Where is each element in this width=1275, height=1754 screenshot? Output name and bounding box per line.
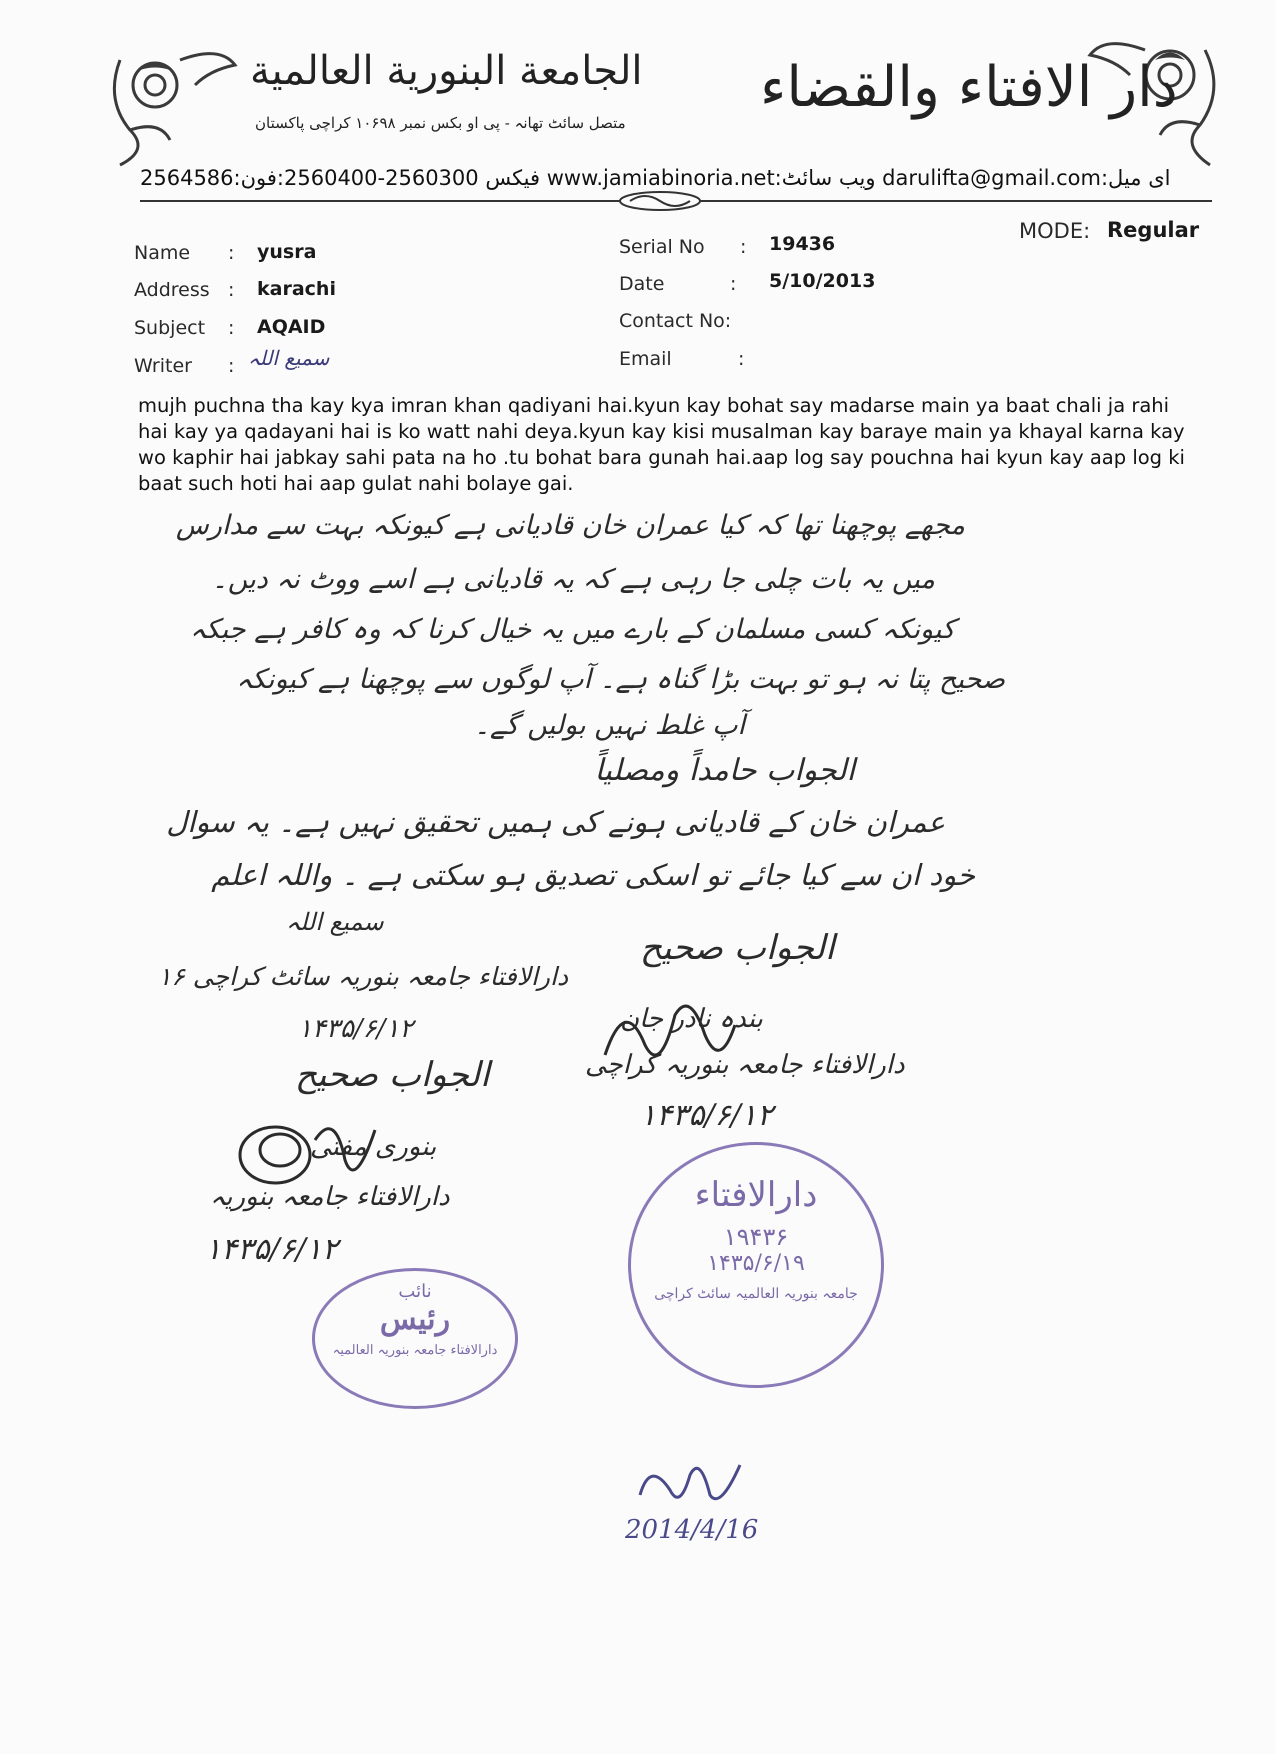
urdu-question-line-2: میں یہ بات چلی جا رہی ہے کہ یہ قادیانی ہے اسے ووٹ نہ دیں۔ (211, 564, 935, 595)
address-colon: : (228, 279, 235, 301)
left-approval-line-1: بنوری مفتی (310, 1132, 437, 1162)
email-colon: : (738, 348, 745, 370)
right-approval-date: ۱۴۳۵/۶/۱۲ (640, 1098, 774, 1133)
bottom-signature-icon (630, 1455, 750, 1515)
name-colon: : (228, 242, 235, 264)
contact-label: Contact No: (619, 310, 732, 332)
urdu-question-line-4: صحیح پتا نہ ہو تو بہت بڑا گناہ ہے۔ آپ لوگوں سے پوچھنا ہے کیونکہ (236, 664, 1005, 695)
left-ornament (100, 40, 240, 170)
date-label: Date (619, 273, 665, 295)
answer-signature: سمیع اللہ (286, 908, 384, 936)
writer-value: سمیع اللہ (248, 346, 330, 370)
left-signature-icon (225, 1100, 395, 1210)
department-name: دار الافتاء والقضاء (760, 55, 1178, 120)
mode-label: MODE: (1019, 219, 1091, 243)
serial-value: 19436 (769, 233, 836, 255)
answer-line-2: خود ان سے کیا جائے تو اسکی تصدیق ہو سکتی ہے ۔ واللہ اعلم (211, 858, 975, 892)
stamp-left (312, 1268, 518, 1409)
left-approval-heading: الجواب صحیح (295, 1055, 490, 1095)
address-label: Address (134, 279, 210, 301)
stamp-right-number: ۱۹۴۳۶ (723, 1223, 789, 1251)
address-value: karachi (257, 278, 336, 300)
contact-line: 2564586:فیکس 2560300-2560400:فون www.jamiabinoria.net:ویب سائٹ darulifta@gmail.com:ای میل (140, 166, 1171, 190)
left-approval-line-2: دارالافتاء جامعہ بنوریہ (210, 1182, 450, 1212)
right-approval-line-1: بندہ نادر جان (620, 1004, 763, 1034)
question-text: mujh puchna tha kay kya imran khan qadiyani hai.kyun kay bohat say madarse main ya baat chali ja rahi hai kay ya qadayani hai is ko watt nahi deya.kyun kay kisi musalman kay baraye main ya khayal karna kay wo kaphir hai jabkay sahi pata na ho .tu bohat bara gunah hai.aap log say pouchna hai kyun kay aap log ki baat such hoti hai aap gulat nahi bolaye gai. (138, 394, 1185, 495)
bottom-signature-date: 2014/4/16 (625, 1515, 759, 1545)
stamp-right-date: ۱۴۳۵/۶/۱۹ (707, 1251, 805, 1276)
urdu-question-line-1: مجھے پوچھنا تھا کہ کیا عمران خان قادیانی ہے کیونکہ بہت سے مدارس (175, 510, 965, 541)
hijri-date-left: ۱۴۳۵/۶/۱۲ (298, 1014, 414, 1044)
name-value: yusra (257, 241, 317, 263)
answer-line-1: عمران خان کے قادیانی ہونے کی ہمیں تحقیق نہیں ہے۔ یہ سوال (166, 805, 945, 839)
serial-colon: : (740, 236, 747, 258)
urdu-question-line-3: کیونکہ کسی مسلمان کے بارے میں یہ خیال کرنا کہ وہ کافر ہے جبکہ (190, 614, 955, 645)
name-label: Name (134, 242, 191, 264)
subject-value: AQAID (257, 316, 326, 338)
right-signature-icon (595, 985, 745, 1085)
stamp-right-top: دارالافتاء (694, 1175, 818, 1215)
mode-value: Regular (1107, 218, 1200, 242)
stamp-left-ring: دارالافتاء جامعہ بنوریہ العالمیہ (332, 1343, 498, 1358)
subject-colon: : (228, 317, 235, 339)
answer-heading: الجواب حامداً ومصلیاً (594, 753, 855, 788)
urdu-question-line-5: آپ غلط نہیں بولیں گے۔ (474, 710, 745, 741)
stamp-left-top: نائب (398, 1281, 432, 1302)
institution-address: متصل سائٹ تھانہ - پی او بکس نمبر ۱۰۶۹۸ کراچی پاکستان (255, 114, 626, 132)
divider-ornament-icon (615, 188, 705, 214)
date-colon: : (730, 273, 737, 295)
stamp-right-ring: جامعہ بنوریہ العالمیہ سائٹ کراچی (654, 1286, 858, 1302)
stamp-left-main: رئیس (379, 1302, 451, 1337)
subject-label: Subject (134, 317, 206, 339)
left-approval-date: ۱۴۳۵/۶/۱۲ (205, 1232, 339, 1267)
right-approval-heading: الجواب صحیح (640, 928, 835, 968)
date-value: 5/10/2013 (769, 270, 876, 292)
stamp-right (628, 1142, 884, 1388)
institution-signoff: دارالافتاء جامعہ بنوریہ سائٹ کراچی ۱۶ (158, 962, 569, 991)
writer-colon: : (228, 355, 235, 377)
right-approval-line-2: دارالافتاء جامعہ بنوریہ کراچی (585, 1050, 905, 1080)
serial-label: Serial No (619, 236, 705, 258)
email-label: Email (619, 348, 672, 370)
writer-label: Writer (134, 355, 192, 377)
institution-name: الجامعة البنورية العالمية (250, 48, 643, 94)
